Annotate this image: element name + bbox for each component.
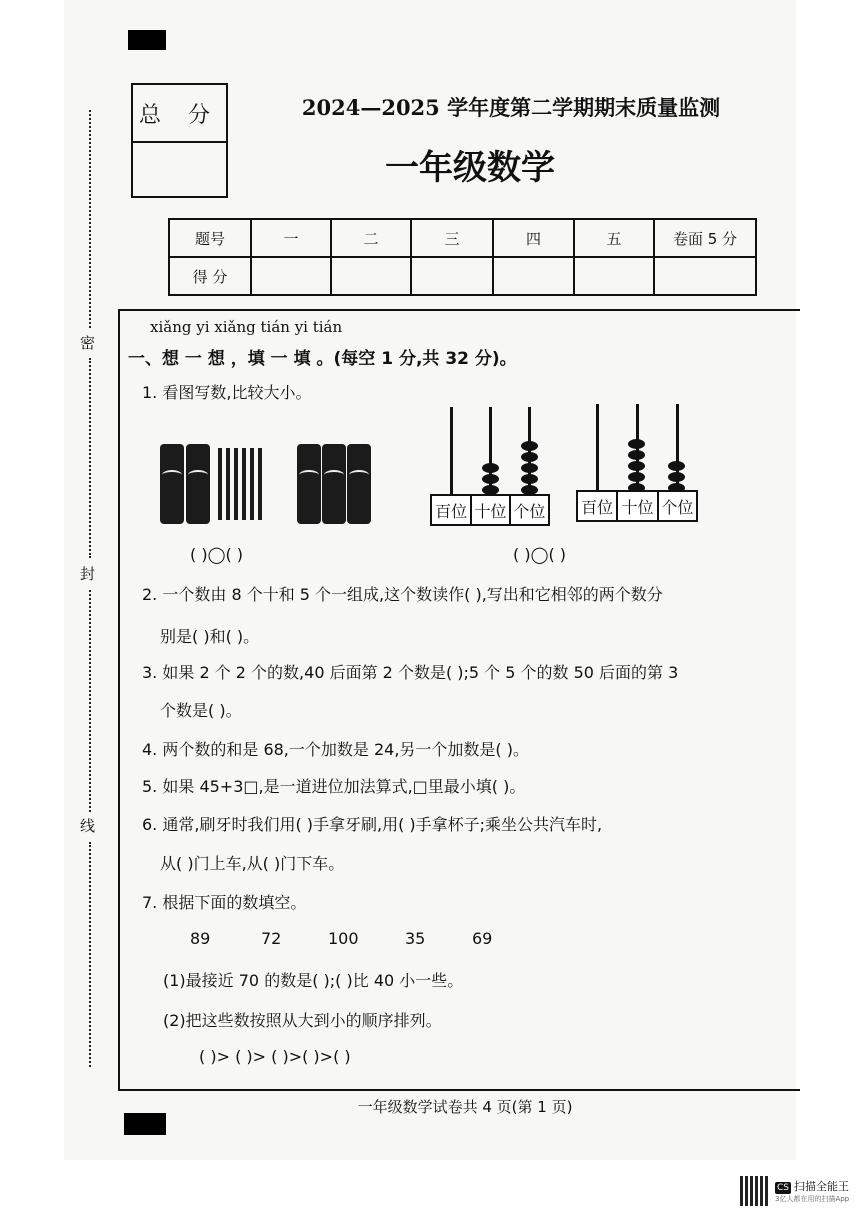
question-3-cont: 个数是( )。 bbox=[160, 701, 242, 720]
qr-code-icon bbox=[740, 1176, 770, 1206]
total-score-box bbox=[131, 83, 228, 198]
score-row-label: 得 分 bbox=[169, 257, 251, 295]
score-cell[interactable] bbox=[251, 257, 331, 295]
abacus-label-tens: 十位 bbox=[618, 492, 658, 520]
section-heading: 一、想 一 想 ，填 一 填 。(每空 1 分,共 32 分)。 bbox=[128, 349, 517, 369]
score-header-cell: 三 bbox=[411, 219, 493, 257]
question-3: 3. 如果 2 个 2 个的数,40 后面第 2 个数是( );5 个 5 个的数 50 后面的第 3 bbox=[142, 663, 679, 682]
score-cell[interactable] bbox=[493, 257, 574, 295]
score-header-cell: 卷面 5 分 bbox=[654, 219, 756, 257]
scanner-brand: 扫描全能王 bbox=[794, 1180, 849, 1193]
binding-label-feng: 封 bbox=[80, 565, 96, 583]
question-4: 4. 两个数的和是 68,一个加数是 24,另一个加数是( )。 bbox=[142, 740, 529, 759]
q7-number: 35 bbox=[405, 929, 426, 948]
question-7: 7. 根据下面的数填空。 bbox=[142, 893, 307, 912]
scanner-tagline: 3亿人都在用的扫描App bbox=[775, 1195, 850, 1203]
q7-number: 100 bbox=[328, 929, 359, 948]
q7-sub1: (1)最接近 70 的数是( );( )比 40 小一些。 bbox=[163, 971, 464, 990]
question-6: 6. 通常,刷牙时我们用( )手拿牙刷,用( )手拿杯子;乘坐公共汽车时, bbox=[142, 815, 603, 834]
q7-number: 89 bbox=[190, 929, 211, 948]
binding-line-top bbox=[89, 110, 91, 328]
answer-blank-compare-right[interactable]: ( )◯( ) bbox=[513, 545, 567, 564]
section-pinyin: xiǎng yi xiǎng tián yi tián bbox=[150, 318, 343, 336]
question-1: 1. 看图写数,比较大小。 bbox=[142, 383, 312, 402]
scanner-logo-icon: CS bbox=[777, 1183, 789, 1193]
q7-order-blanks[interactable]: ( )> ( )> ( )>( )>( ) bbox=[199, 1047, 351, 1066]
q7-sub2: (2)把这些数按照从大到小的顺序排列。 bbox=[163, 1011, 442, 1030]
score-header-cell: 题号 bbox=[169, 219, 251, 257]
binding-line-bottom bbox=[89, 842, 91, 1067]
score-cell[interactable] bbox=[411, 257, 493, 295]
question-5: 5. 如果 45+3□,是一道进位加法算式,□里最小填( )。 bbox=[142, 777, 526, 796]
abacus-label-ones: 个位 bbox=[661, 497, 694, 517]
registration-mark-top bbox=[128, 30, 166, 50]
exam-title: 2024—2025 学年度第二学期期末质量监测 bbox=[301, 95, 721, 120]
binding-label-mi: 密 bbox=[80, 334, 96, 352]
page-footer: 一年级数学试卷共 4 页(第 1 页) bbox=[357, 1098, 573, 1116]
q7-number: 72 bbox=[261, 929, 282, 948]
registration-mark-bottom bbox=[124, 1113, 166, 1135]
binding-line-mid bbox=[89, 358, 91, 558]
abacus-label-ones: 个位 bbox=[513, 501, 546, 521]
score-header-cell: 四 bbox=[493, 219, 574, 257]
answer-blank-compare-left[interactable]: ( )◯( ) bbox=[190, 545, 244, 564]
abacus-label-hundreds: 百位 bbox=[578, 492, 618, 520]
score-cell[interactable] bbox=[331, 257, 411, 295]
binding-line-lower bbox=[89, 590, 91, 812]
subject-title: 一年级数学 bbox=[385, 148, 555, 188]
score-cell[interactable] bbox=[654, 257, 756, 295]
abacus-label-hundreds: 百位 bbox=[432, 496, 472, 524]
abacus-label-tens: 十位 bbox=[472, 496, 510, 524]
score-table bbox=[168, 218, 757, 296]
score-cell[interactable] bbox=[574, 257, 654, 295]
binding-label-xian: 线 bbox=[80, 817, 96, 835]
total-score-label: 总 分 bbox=[133, 85, 226, 143]
score-header-cell: 五 bbox=[574, 219, 654, 257]
score-table-header-row bbox=[169, 219, 756, 257]
question-6-cont: 从( )门上车,从( )门下车。 bbox=[160, 854, 345, 873]
scanner-watermark bbox=[775, 1178, 849, 1204]
question-2-cont: 别是( )和( )。 bbox=[160, 627, 260, 646]
score-table-score-row bbox=[169, 257, 756, 295]
score-header-cell: 一 bbox=[251, 219, 331, 257]
score-header-cell: 二 bbox=[331, 219, 411, 257]
q7-number: 69 bbox=[472, 929, 493, 948]
question-2: 2. 一个数由 8 个十和 5 个一组成,这个数读作( ),写出和它相邻的两个数分 bbox=[142, 585, 663, 604]
